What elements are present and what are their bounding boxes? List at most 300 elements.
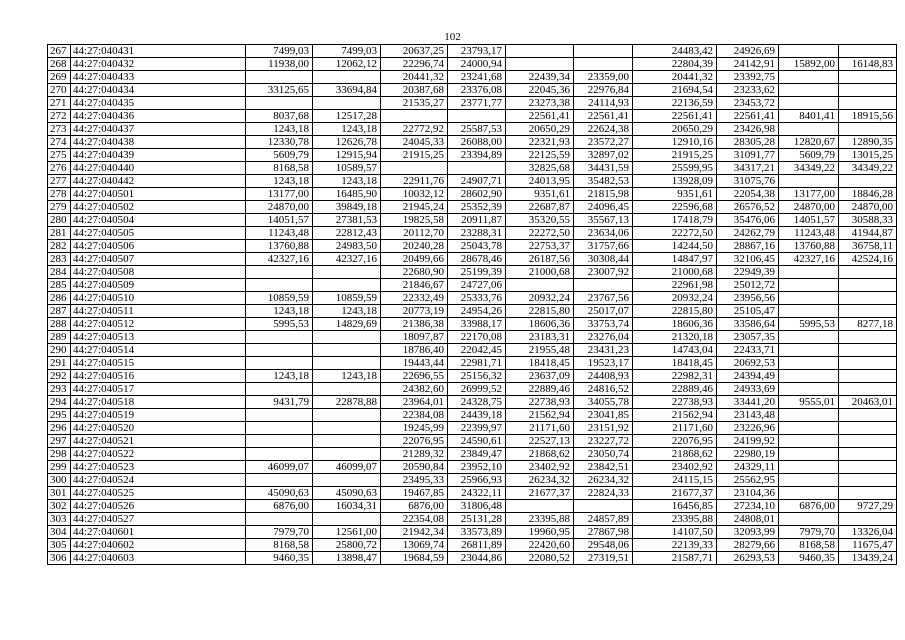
value-cell: 13015,25 (839, 149, 897, 162)
value-cell (574, 279, 633, 292)
value-cell: 22272,50 (633, 227, 717, 240)
value-cell (246, 383, 313, 396)
value-cell (313, 97, 381, 110)
value-cell: 20932,24 (633, 292, 717, 305)
value-cell: 25131,28 (448, 513, 506, 526)
value-cell (839, 279, 897, 292)
value-cell: 16034,31 (313, 500, 381, 513)
value-cell: 12062,12 (313, 58, 381, 71)
value-cell: 26088,00 (448, 136, 506, 149)
value-cell (313, 474, 381, 487)
value-cell: 32106,45 (717, 253, 779, 266)
value-cell: 1243,18 (246, 175, 313, 188)
value-cell: 7499,03 (246, 45, 313, 58)
value-cell: 22982,31 (633, 370, 717, 383)
value-cell: 42327,16 (246, 253, 313, 266)
row-number-cell: 305 (48, 539, 71, 552)
value-cell: 22354,08 (381, 513, 448, 526)
value-cell: 31091,77 (717, 149, 779, 162)
value-cell (246, 97, 313, 110)
value-cell: 22687,87 (506, 201, 574, 214)
value-cell: 16485,90 (313, 188, 381, 201)
value-cell: 31806,48 (448, 500, 506, 513)
value-cell: 22433,71 (717, 344, 779, 357)
value-cell (448, 110, 506, 123)
value-cell: 24096,45 (574, 201, 633, 214)
table-row (48, 136, 897, 149)
table-row (48, 409, 897, 422)
value-cell: 24199,92 (717, 435, 779, 448)
value-cell: 23402,92 (633, 461, 717, 474)
cadastral-id-cell: 44:27:040518 (71, 396, 246, 409)
value-cell: 7979,70 (779, 526, 839, 539)
table-row (48, 58, 897, 71)
table-row (48, 45, 897, 58)
table-row (48, 266, 897, 279)
value-cell: 1243,18 (313, 305, 381, 318)
value-cell (313, 357, 381, 370)
value-cell: 23394,89 (448, 149, 506, 162)
value-cell: 5609,79 (246, 149, 313, 162)
value-cell (839, 513, 897, 526)
value-cell: 33441,20 (717, 396, 779, 409)
cadastral-id-cell: 44:27:040502 (71, 201, 246, 214)
value-cell: 24408,93 (574, 370, 633, 383)
value-cell: 22042,45 (448, 344, 506, 357)
row-number-cell: 284 (48, 266, 71, 279)
value-cell: 14051,57 (779, 214, 839, 227)
value-cell: 23359,00 (574, 71, 633, 84)
value-cell (839, 474, 897, 487)
value-cell (779, 71, 839, 84)
value-cell (839, 97, 897, 110)
value-cell: 25012,72 (717, 279, 779, 292)
table-row (48, 500, 897, 513)
value-cell: 13928,09 (633, 175, 717, 188)
value-cell: 25966,93 (448, 474, 506, 487)
value-cell: 27319,51 (574, 552, 633, 565)
table-row (48, 305, 897, 318)
value-cell (779, 409, 839, 422)
table-row (48, 435, 897, 448)
row-number-cell: 267 (48, 45, 71, 58)
cadastral-id-cell: 44:27:040431 (71, 45, 246, 58)
value-cell: 35482,53 (574, 175, 633, 188)
table-row (48, 513, 897, 526)
value-cell: 10589,57 (313, 162, 381, 175)
value-cell (839, 292, 897, 305)
value-cell: 23233,62 (717, 84, 779, 97)
value-cell (839, 409, 897, 422)
value-cell (779, 383, 839, 396)
value-cell: 22911,76 (381, 175, 448, 188)
value-cell: 22272,50 (506, 227, 574, 240)
row-number-cell: 287 (48, 305, 71, 318)
value-cell: 23956,56 (717, 292, 779, 305)
value-cell: 20773,19 (381, 305, 448, 318)
value-cell: 22824,33 (574, 487, 633, 500)
value-cell (779, 84, 839, 97)
value-cell: 23273,38 (506, 97, 574, 110)
value-cell: 21915,25 (381, 149, 448, 162)
value-cell: 21171,60 (506, 422, 574, 435)
value-cell (246, 435, 313, 448)
row-number-cell: 274 (48, 136, 71, 149)
value-cell: 12330,78 (246, 136, 313, 149)
value-cell (839, 331, 897, 344)
table-row (48, 97, 897, 110)
cadastral-id-cell: 44:27:040511 (71, 305, 246, 318)
value-cell: 30588,33 (839, 214, 897, 227)
cadastral-id-cell: 44:27:040601 (71, 526, 246, 539)
value-cell (839, 461, 897, 474)
table-row (48, 474, 897, 487)
value-cell: 20463,01 (839, 396, 897, 409)
cadastral-id-cell: 44:27:040526 (71, 500, 246, 513)
row-number-cell: 304 (48, 526, 71, 539)
value-cell: 20240,28 (381, 240, 448, 253)
value-cell: 22054,38 (717, 188, 779, 201)
value-cell: 21562,94 (506, 409, 574, 422)
value-cell: 45090,63 (246, 487, 313, 500)
value-cell: 25199,39 (448, 266, 506, 279)
value-cell (779, 97, 839, 110)
table-row (48, 240, 897, 253)
cadastral-id-cell: 44:27:040432 (71, 58, 246, 71)
table-row (48, 201, 897, 214)
row-number-cell: 294 (48, 396, 71, 409)
value-cell: 23057,35 (717, 331, 779, 344)
value-cell (313, 435, 381, 448)
value-cell: 19443,44 (381, 357, 448, 370)
value-cell (574, 500, 633, 513)
cadastral-id-cell: 44:27:040602 (71, 539, 246, 552)
value-cell: 20499,66 (381, 253, 448, 266)
value-cell: 23050,74 (574, 448, 633, 461)
value-cell: 6876,00 (381, 500, 448, 513)
value-cell: 5995,53 (779, 318, 839, 331)
value-cell: 22961,98 (633, 279, 717, 292)
value-cell: 9555,01 (779, 396, 839, 409)
value-cell (246, 357, 313, 370)
value-cell: 21587,71 (633, 552, 717, 565)
value-cell: 23964,01 (381, 396, 448, 409)
table-row (48, 539, 897, 552)
value-cell: 22624,38 (574, 123, 633, 136)
value-cell: 23402,92 (506, 461, 574, 474)
value-cell: 19523,17 (574, 357, 633, 370)
value-cell: 27867,98 (574, 526, 633, 539)
cadastral-id-cell: 44:27:040516 (71, 370, 246, 383)
value-cell: 22561,41 (633, 110, 717, 123)
data-table (47, 44, 897, 565)
value-cell: 22738,93 (506, 396, 574, 409)
cadastral-id-cell: 44:27:040520 (71, 422, 246, 435)
value-cell: 23041,85 (574, 409, 633, 422)
value-cell: 1243,18 (313, 175, 381, 188)
table-row (48, 214, 897, 227)
value-cell: 23376,08 (448, 84, 506, 97)
value-cell: 21000,68 (506, 266, 574, 279)
value-cell: 24483,42 (633, 45, 717, 58)
value-cell: 11243,48 (246, 227, 313, 240)
value-cell: 8037,68 (246, 110, 313, 123)
value-cell: 46099,07 (246, 461, 313, 474)
value-cell: 33988,17 (448, 318, 506, 331)
value-cell: 23276,04 (574, 331, 633, 344)
value-cell: 35320,55 (506, 214, 574, 227)
row-number-cell: 273 (48, 123, 71, 136)
value-cell: 18418,45 (506, 357, 574, 370)
value-cell (839, 448, 897, 461)
value-cell: 23767,56 (574, 292, 633, 305)
value-cell: 24954,26 (448, 305, 506, 318)
value-cell: 22321,93 (506, 136, 574, 149)
value-cell: 21320,18 (633, 331, 717, 344)
value-cell: 12626,78 (313, 136, 381, 149)
value-cell: 15892,00 (779, 58, 839, 71)
value-cell: 23104,36 (717, 487, 779, 500)
value-cell (839, 45, 897, 58)
value-cell: 21945,24 (381, 201, 448, 214)
value-cell: 34349,22 (839, 162, 897, 175)
value-cell: 25599,95 (633, 162, 717, 175)
value-cell (839, 175, 897, 188)
value-cell (779, 435, 839, 448)
table-row (48, 487, 897, 500)
value-cell: 23395,88 (633, 513, 717, 526)
value-cell: 10859,59 (246, 292, 313, 305)
value-cell: 39849,18 (313, 201, 381, 214)
value-cell (839, 422, 897, 435)
value-cell (246, 266, 313, 279)
value-cell: 23634,06 (574, 227, 633, 240)
value-cell (839, 123, 897, 136)
value-cell (574, 45, 633, 58)
value-cell: 31757,66 (574, 240, 633, 253)
table-row (48, 279, 897, 292)
row-number-cell: 282 (48, 240, 71, 253)
value-cell: 26234,32 (574, 474, 633, 487)
value-cell: 21562,94 (633, 409, 717, 422)
value-cell: 22980,19 (717, 448, 779, 461)
value-cell: 26999,52 (448, 383, 506, 396)
row-number-cell: 302 (48, 500, 71, 513)
value-cell: 16148,83 (839, 58, 897, 71)
value-cell: 18915,56 (839, 110, 897, 123)
row-number-cell: 291 (48, 357, 71, 370)
value-cell (246, 448, 313, 461)
value-cell (779, 266, 839, 279)
value-cell: 9431,79 (246, 396, 313, 409)
value-cell: 28305,28 (717, 136, 779, 149)
value-cell (779, 331, 839, 344)
table-row (48, 110, 897, 123)
value-cell (839, 435, 897, 448)
cadastral-id-cell: 44:27:040505 (71, 227, 246, 240)
value-cell: 24926,69 (717, 45, 779, 58)
value-cell: 20650,29 (506, 123, 574, 136)
value-cell: 42327,16 (779, 253, 839, 266)
value-cell: 26811,89 (448, 539, 506, 552)
value-cell: 45090,63 (313, 487, 381, 500)
value-cell: 9351,61 (506, 188, 574, 201)
value-cell: 22596,68 (633, 201, 717, 214)
value-cell: 23426,98 (717, 123, 779, 136)
value-cell: 11938,00 (246, 58, 313, 71)
value-cell (779, 448, 839, 461)
value-cell: 17418,79 (633, 214, 717, 227)
value-cell: 24142,91 (717, 58, 779, 71)
value-cell (313, 513, 381, 526)
value-cell: 22561,41 (506, 110, 574, 123)
value-cell: 22080,52 (506, 552, 574, 565)
value-cell: 22527,13 (506, 435, 574, 448)
value-cell: 6876,00 (779, 500, 839, 513)
value-cell: 21289,32 (381, 448, 448, 461)
row-number-cell: 292 (48, 370, 71, 383)
value-cell: 23637,09 (506, 370, 574, 383)
value-cell: 20692,53 (717, 357, 779, 370)
value-cell: 21868,62 (506, 448, 574, 461)
cadastral-id-cell: 44:27:040509 (71, 279, 246, 292)
value-cell: 22889,46 (633, 383, 717, 396)
value-cell (779, 344, 839, 357)
value-cell: 22561,41 (717, 110, 779, 123)
value-cell: 8277,18 (839, 318, 897, 331)
value-cell: 13326,04 (839, 526, 897, 539)
value-cell: 23226,96 (717, 422, 779, 435)
value-cell (246, 71, 313, 84)
value-cell: 18418,45 (633, 357, 717, 370)
value-cell: 26187,56 (506, 253, 574, 266)
value-cell: 19245,99 (381, 422, 448, 435)
value-cell: 28867,16 (717, 240, 779, 253)
value-cell: 20911,87 (448, 214, 506, 227)
value-cell (839, 266, 897, 279)
value-cell: 33753,74 (574, 318, 633, 331)
value-cell: 27381,53 (313, 214, 381, 227)
value-cell: 14829,69 (313, 318, 381, 331)
value-cell (779, 474, 839, 487)
cadastral-id-cell: 44:27:040507 (71, 253, 246, 266)
value-cell: 22815,80 (506, 305, 574, 318)
cadastral-id-cell: 44:27:040433 (71, 71, 246, 84)
value-cell: 24045,33 (381, 136, 448, 149)
value-cell (839, 370, 897, 383)
value-cell: 9460,35 (779, 552, 839, 565)
value-cell: 20932,24 (506, 292, 574, 305)
table-row (48, 422, 897, 435)
value-cell (313, 279, 381, 292)
cadastral-id-cell: 44:27:040435 (71, 97, 246, 110)
value-cell: 23495,33 (381, 474, 448, 487)
value-cell: 11243,48 (779, 227, 839, 240)
value-cell: 20112,70 (381, 227, 448, 240)
cadastral-id-cell: 44:27:040439 (71, 149, 246, 162)
table-row (48, 383, 897, 396)
value-cell: 1243,18 (246, 123, 313, 136)
cadastral-id-cell: 44:27:040522 (71, 448, 246, 461)
value-cell: 16456,85 (633, 500, 717, 513)
value-cell: 25352,39 (448, 201, 506, 214)
value-cell: 24114,93 (574, 97, 633, 110)
value-cell: 35567,13 (574, 214, 633, 227)
value-cell: 32093,99 (717, 526, 779, 539)
value-cell: 25800,72 (313, 539, 381, 552)
value-cell: 19467,85 (381, 487, 448, 500)
value-cell: 5609,79 (779, 149, 839, 162)
cadastral-id-cell: 44:27:040514 (71, 344, 246, 357)
value-cell: 25333,76 (448, 292, 506, 305)
value-cell: 22772,92 (381, 123, 448, 136)
value-cell: 23952,10 (448, 461, 506, 474)
cadastral-id-cell: 44:27:040515 (71, 357, 246, 370)
value-cell: 20637,25 (381, 45, 448, 58)
cadastral-id-cell: 44:27:040442 (71, 175, 246, 188)
value-cell (313, 266, 381, 279)
cadastral-id-cell: 44:27:040512 (71, 318, 246, 331)
value-cell: 24000,94 (448, 58, 506, 71)
value-cell: 8401,41 (779, 110, 839, 123)
value-cell: 42524,16 (839, 253, 897, 266)
value-cell: 7499,03 (313, 45, 381, 58)
value-cell: 9351,61 (633, 188, 717, 201)
value-cell: 10859,59 (313, 292, 381, 305)
value-cell: 22125,59 (506, 149, 574, 162)
value-cell: 24816,52 (574, 383, 633, 396)
value-cell: 34055,78 (574, 396, 633, 409)
value-cell: 19960,95 (506, 526, 574, 539)
value-cell: 13439,24 (839, 552, 897, 565)
value-cell: 23183,31 (506, 331, 574, 344)
value-cell: 21000,68 (633, 266, 717, 279)
value-cell: 21535,27 (381, 97, 448, 110)
value-cell: 22738,93 (633, 396, 717, 409)
value-cell: 24262,79 (717, 227, 779, 240)
value-cell (313, 344, 381, 357)
value-cell: 21915,25 (633, 149, 717, 162)
value-cell (779, 45, 839, 58)
row-number-cell: 271 (48, 97, 71, 110)
value-cell: 24727,06 (448, 279, 506, 292)
value-cell: 31075,76 (717, 175, 779, 188)
table-row (48, 370, 897, 383)
value-cell: 9460,35 (246, 552, 313, 565)
row-number-cell: 276 (48, 162, 71, 175)
value-cell: 24870,00 (246, 201, 313, 214)
cadastral-id-cell: 44:27:040438 (71, 136, 246, 149)
value-cell: 22976,84 (574, 84, 633, 97)
row-number-cell: 286 (48, 292, 71, 305)
value-cell: 23288,31 (448, 227, 506, 240)
value-cell: 24382,60 (381, 383, 448, 396)
value-cell: 24115,15 (633, 474, 717, 487)
table-row (48, 188, 897, 201)
cadastral-id-cell: 44:27:040508 (71, 266, 246, 279)
value-cell: 23572,27 (574, 136, 633, 149)
value-cell: 12910,16 (633, 136, 717, 149)
value-cell: 13760,88 (246, 240, 313, 253)
value-cell: 26576,52 (717, 201, 779, 214)
value-cell: 32897,02 (574, 149, 633, 162)
value-cell: 22296,74 (381, 58, 448, 71)
value-cell: 23793,17 (448, 45, 506, 58)
value-cell: 13898,47 (313, 552, 381, 565)
row-number-cell: 277 (48, 175, 71, 188)
value-cell: 25156,32 (448, 370, 506, 383)
value-cell: 1243,18 (313, 370, 381, 383)
